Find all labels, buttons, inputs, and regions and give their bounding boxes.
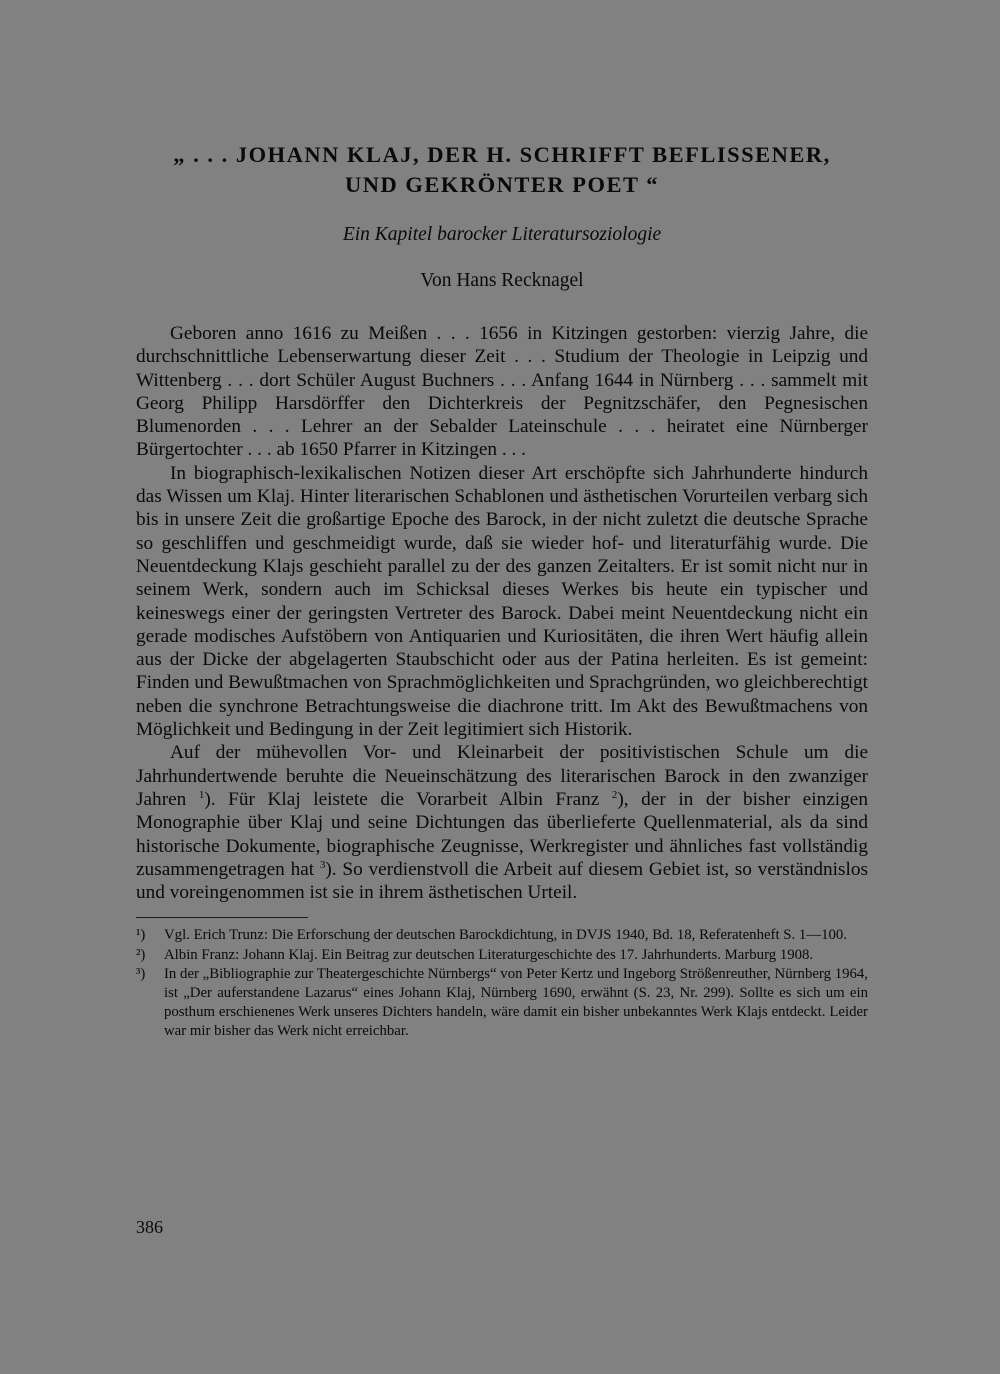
footnote-3 <box>136 965 868 1042</box>
title-line-1: „ . . . JOHANN KLAJ, DER H. SCHRIFFT BEFLISSENER, <box>173 142 831 167</box>
article-body <box>136 322 868 904</box>
paragraph-1: Geboren anno 1616 zu Meißen . . . 1656 in Kitzingen gestorben: vierzig Jahre, die durchschnittliche Lebenserwartung dieser Zeit . . . Studium der Theologie in Leipzig und Wittenberg . . . dort Schüler August Buchners . . . Anfang 1644 in Nürnberg . . . sammelt mit Georg Philipp Harsdörffer den Dichterkreis der Pegnitzschäfer, den Pegnesischen Blumenorden . . . Lehrer an der Sebalder Lateinschule . . . heiratet eine Nürnberger Bürgertochter . . . ab 1650 Pfarrer in Kitzingen . . . <box>136 323 868 461</box>
footnote-mark: ¹) <box>136 927 146 944</box>
paragraph-3-part-d: ). So verdienstvoll die Arbeit auf diesem Gebiet ist, so verständnislos und voreingenommen ist sie in ihrem ästhetischen Urteil. <box>136 858 868 904</box>
page-number: 386 <box>136 1217 163 1237</box>
footnote-text: Vgl. Erich Trunz: Die Erforschung der deutschen Barockdichtung, in DVJS 1940, Bd. 18, Referatenheft S. 1—100. <box>164 927 848 944</box>
footnote-text: Albin Franz: Johann Klaj. Ein Beitrag zur deutschen Literaturgeschichte des 17. Jahrhunderts. Marburg 1908. <box>164 946 814 963</box>
article-subtitle: Ein Kapitel barocker Literatursoziologie <box>342 224 662 245</box>
paragraph-3 <box>136 741 868 904</box>
footnote-mark: ³) <box>136 965 146 982</box>
footnote-divider <box>136 917 308 918</box>
paragraph-2: In biographisch-lexikalischen Notizen dieser Art erschöpfte sich Jahrhunderte hindurch das Wissen um Klaj. Hinter literarischen Schablonen und ästhetischen Vorurteilen verbarg sich bis in unsere Zeit die großartige Epoche des Barock, in der nicht zuletzt die deutsche Sprache so geschliffen und geschmeidigt wurde, daß sie wieder hof- und literaturfähig wurde. Die Neuentdeckung Klajs geschieht parallel zu der des ganzen Zeitalters. Er ist somit nicht nur in seinem Werk, sondern auch im Schicksal dieses Werkes bis heute ein typischer und keineswegs einer der geringsten Vertreter des Barock. Dabei meint Neuentdeckung nicht ein gerade modisches Aufstöbern von Antiquarien und Kuriositäten, die ihren Wert häufig allein aus der Dicke der abgelagerten Staubschicht oder aus der Patina herleiten. Es ist gemeint: Finden und Bewußtmachen von Sprachmöglichkeiten und Sprachgründen, wo gleichberechtigt neben die synchrone Betrachtungsweise die diachrone tritt. Im Akt des Bewußtmachens von Möglichkeit und Bedingung in der Zeit legitimiert sich Historik. <box>136 462 868 741</box>
paragraph-3-part-b: ). Für Klaj leistete die Vorarbeit Albin Franz <box>204 788 600 810</box>
paragraph-3-part-a: Auf der mühevollen Vor- und Kleinarbeit der positivistischen Schule um die Jahrhundertwende beruhte die Neueinschätzung des literarischen Barock in den zwanziger Jahren <box>136 742 868 810</box>
page-content <box>136 140 868 1042</box>
footnote-2 <box>136 946 868 965</box>
footnotes <box>136 926 868 1041</box>
footnote-ref-3[interactable]: 3 <box>319 858 326 871</box>
footnote-text: In der „Bibliographie zur Theatergeschichte Nürnbergs“ von Peter Kertz und Ingeborg Strößenreuther, Nürnberg 1964, ist „Der auferstandene Lazarus“ eines Johann Klaj, Nürnberg 1690, erwähnt (S. 23, Nr. 299). Sollte es sich um ein posthum erschienenes Werk unseres Dichters handeln, wäre damit ein bisher unbekanntes Werk Klajs entdeckt. Leider war mir bisher das Werk nicht erreichbar. <box>164 965 868 1040</box>
footnote-ref-2[interactable]: 2 <box>611 788 618 801</box>
article-title <box>136 140 868 200</box>
footnote-ref-1[interactable]: 1 <box>198 788 205 801</box>
paragraph-3-part-c: ), der in der bisher einzigen Monographie über Klaj und seine Dichtungen das überlieferte Quellenmaterial, als da sind historische Dokumente, biographische Zeugnisse, Werkregister und ähnliches fast vollständig zusammengetragen hat <box>136 788 868 880</box>
author-byline: Von Hans Recknagel <box>420 270 584 291</box>
title-line-2: UND GEKRÖNTER POET “ <box>345 172 659 197</box>
footnote-1 <box>136 926 868 945</box>
footnote-mark: ²) <box>136 946 146 963</box>
